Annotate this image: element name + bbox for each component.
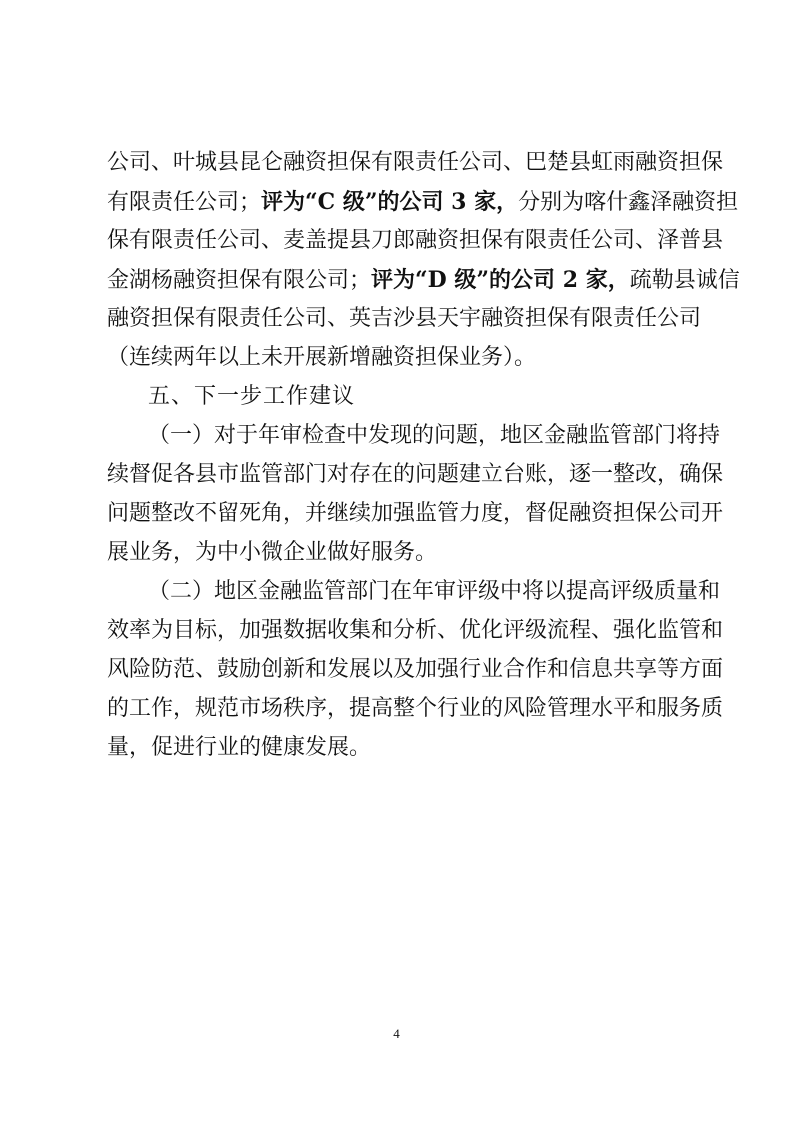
paragraph-3-line-4: 的工作，规范市场秩序，提高整个行业的风险管理水平和服务质	[107, 696, 724, 721]
paragraph-3-line-5: 量，促进行业的健康发展。	[107, 735, 372, 760]
paragraph-3-line-3: 风险防范、鼓励创新和发展以及加强行业合作和信息共享等方面	[107, 657, 724, 682]
paragraph-1-text: 疏勒县诚信	[629, 268, 740, 293]
paragraph-1-line-1: 公司、叶城县昆仑融资担保有限责任公司、巴楚县虹雨融资担保	[107, 150, 724, 175]
paragraph-3-line-1: （二）地区金融监管部门在年审评级中将以提高评级质量和	[148, 579, 721, 604]
section-heading: 五、下一步工作建议	[148, 384, 356, 409]
d-grade-summary: 评为“D 级”的公司 2 家，	[371, 267, 630, 293]
paragraph-1-line-3: 保有限责任公司、麦盖提县刀郎融资担保有限责任公司、泽普县	[107, 228, 724, 253]
page-number: 4	[393, 1026, 400, 1041]
paragraph-3-line-2: 效率为目标，加强数据收集和分析、优化评级流程、强化监管和	[107, 618, 724, 643]
paragraph-1-text: 分别为喀什鑫泽融资担	[518, 190, 739, 215]
paragraph-1-text: 金湖杨融资担保有限公司；	[107, 268, 372, 293]
paragraph-2-line-4: 展业务，为中小微企业做好服务。	[107, 540, 438, 565]
paragraph-1-line-4	[107, 265, 740, 296]
paragraph-2-line-1: （一）对于年审检查中发现的问题，地区金融监管部门将持	[148, 423, 721, 448]
paragraph-2-line-3: 问题整改不留死角，并继续加强监管力度，督促融资担保公司开	[107, 501, 724, 526]
paragraph-1-line-6: （连续两年以上未开展新增融资担保业务）。	[107, 345, 537, 370]
paragraph-1-line-2	[107, 187, 739, 218]
c-grade-summary: 评为“C 级”的公司 3 家，	[261, 189, 519, 215]
paragraph-1-line-5: 融资担保有限责任公司、英吉沙县天宇融资担保有限责任公司	[107, 306, 702, 331]
paragraph-2-line-2: 续督促各县市监管部门对存在的问题建立台账，逐一整改，确保	[107, 462, 724, 487]
paragraph-1-text: 有限责任公司；	[107, 190, 262, 215]
